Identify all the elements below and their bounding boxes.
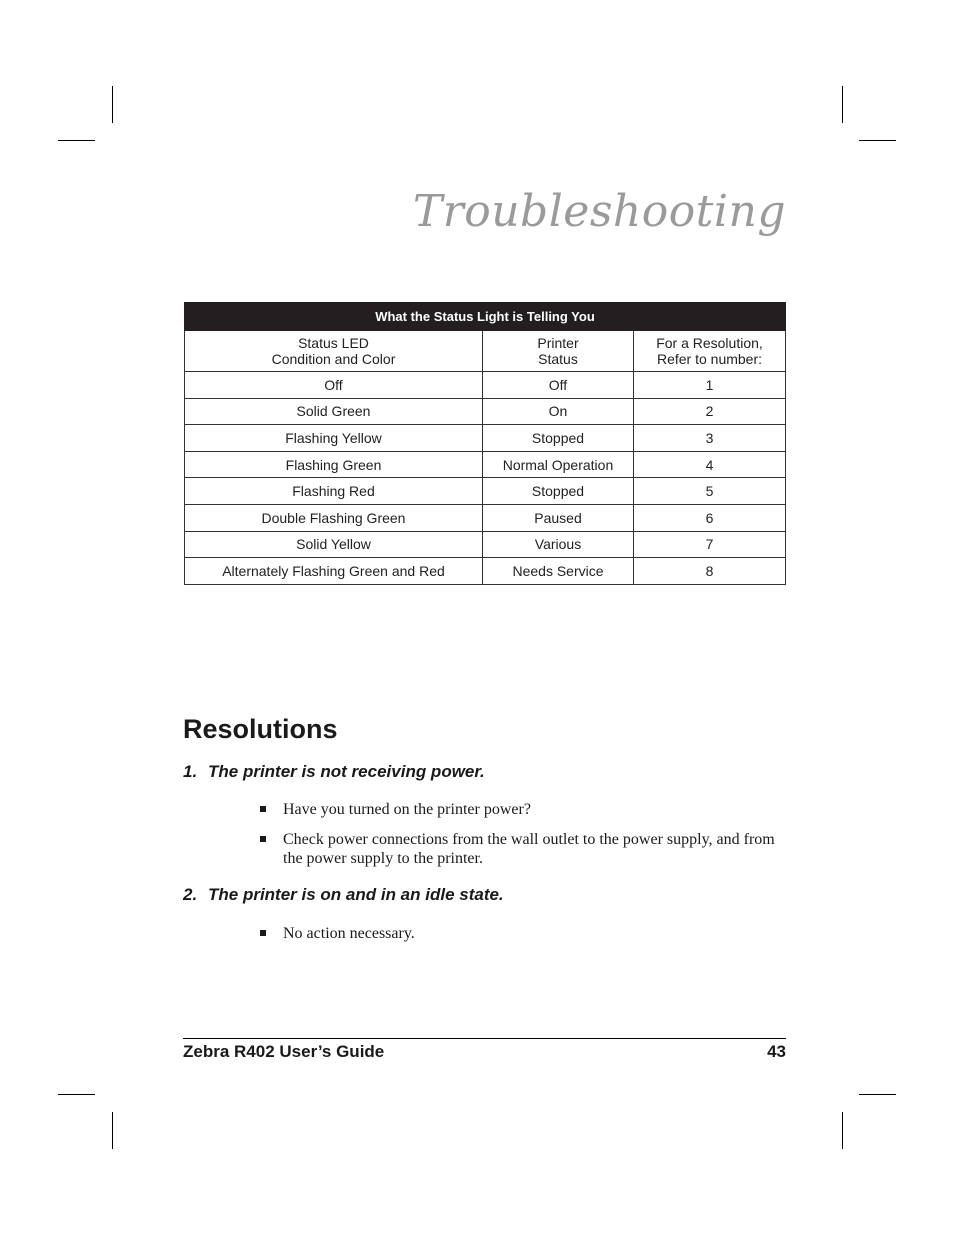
resolution-number: 6 [634,504,786,531]
printer-status: Paused [483,504,634,531]
led-condition: Flashing Green [185,451,483,478]
led-condition: Flashing Red [185,478,483,505]
resolution-number: 7 [634,531,786,558]
list-item-text: Have you turned on the printer power? [283,801,531,818]
printer-status: Off [483,372,634,399]
led-condition: Off [185,372,483,399]
section-title: Resolutions [183,714,338,744]
resolution-number: 4 [634,451,786,478]
column-header-status-led: Status LED Condition and Color [185,331,483,372]
list-item [260,830,780,868]
table-row [185,478,786,505]
footer-rule [183,1038,786,1039]
crop-mark [112,86,113,123]
printer-status: On [483,398,634,425]
crop-mark [58,1094,95,1095]
led-condition: Solid Green [185,398,483,425]
step-title: The printer is not receiving power. [208,762,485,781]
column-header-printer-status: Printer Status [483,331,634,372]
list-item-text: No action necessary. [283,925,415,942]
step-heading-1 [183,762,485,782]
crop-mark [859,1094,896,1095]
step-number: 2. [183,885,198,904]
square-bullet-icon [260,836,266,842]
chapter-title: Troubleshooting [412,186,786,237]
crop-mark [859,140,896,141]
printer-status: Stopped [483,425,634,452]
resolution-number: 8 [634,558,786,585]
table-row [185,531,786,558]
crop-mark [842,1112,843,1149]
printer-status: Various [483,531,634,558]
printer-status: Needs Service [483,558,634,585]
table-row [185,504,786,531]
table-row [185,398,786,425]
resolution-number: 2 [634,398,786,425]
footer-guide-title: Zebra R402 User’s Guide [183,1042,385,1061]
footer-page-number: 43 [767,1042,786,1061]
step-number: 1. [183,762,198,781]
led-condition: Alternately Flashing Green and Red [185,558,483,585]
crop-mark [842,86,843,123]
table-row [185,451,786,478]
crop-mark [58,140,95,141]
table-row [185,372,786,399]
list-item-text: Check power connections from the wall outlet to the power supply, and from the power supply to the printer. [283,831,775,867]
step-title: The printer is on and in an idle state. [208,885,504,904]
printer-status: Stopped [483,478,634,505]
column-header-resolution: For a Resolution, Refer to number: [634,331,786,372]
square-bullet-icon [260,806,266,812]
list-item [260,924,780,943]
resolution-number: 5 [634,478,786,505]
led-condition: Solid Yellow [185,531,483,558]
crop-mark [112,1112,113,1149]
table-row [185,558,786,585]
led-condition: Double Flashing Green [185,504,483,531]
square-bullet-icon [260,930,266,936]
status-light-table [184,302,786,585]
resolution-number: 3 [634,425,786,452]
printer-status: Normal Operation [483,451,634,478]
step-heading-2 [183,885,504,905]
table-caption: What the Status Light is Telling You [185,303,786,331]
led-condition: Flashing Yellow [185,425,483,452]
table-header-row [185,331,786,372]
resolution-number: 1 [634,372,786,399]
list-item [260,800,780,819]
table-row [185,425,786,452]
